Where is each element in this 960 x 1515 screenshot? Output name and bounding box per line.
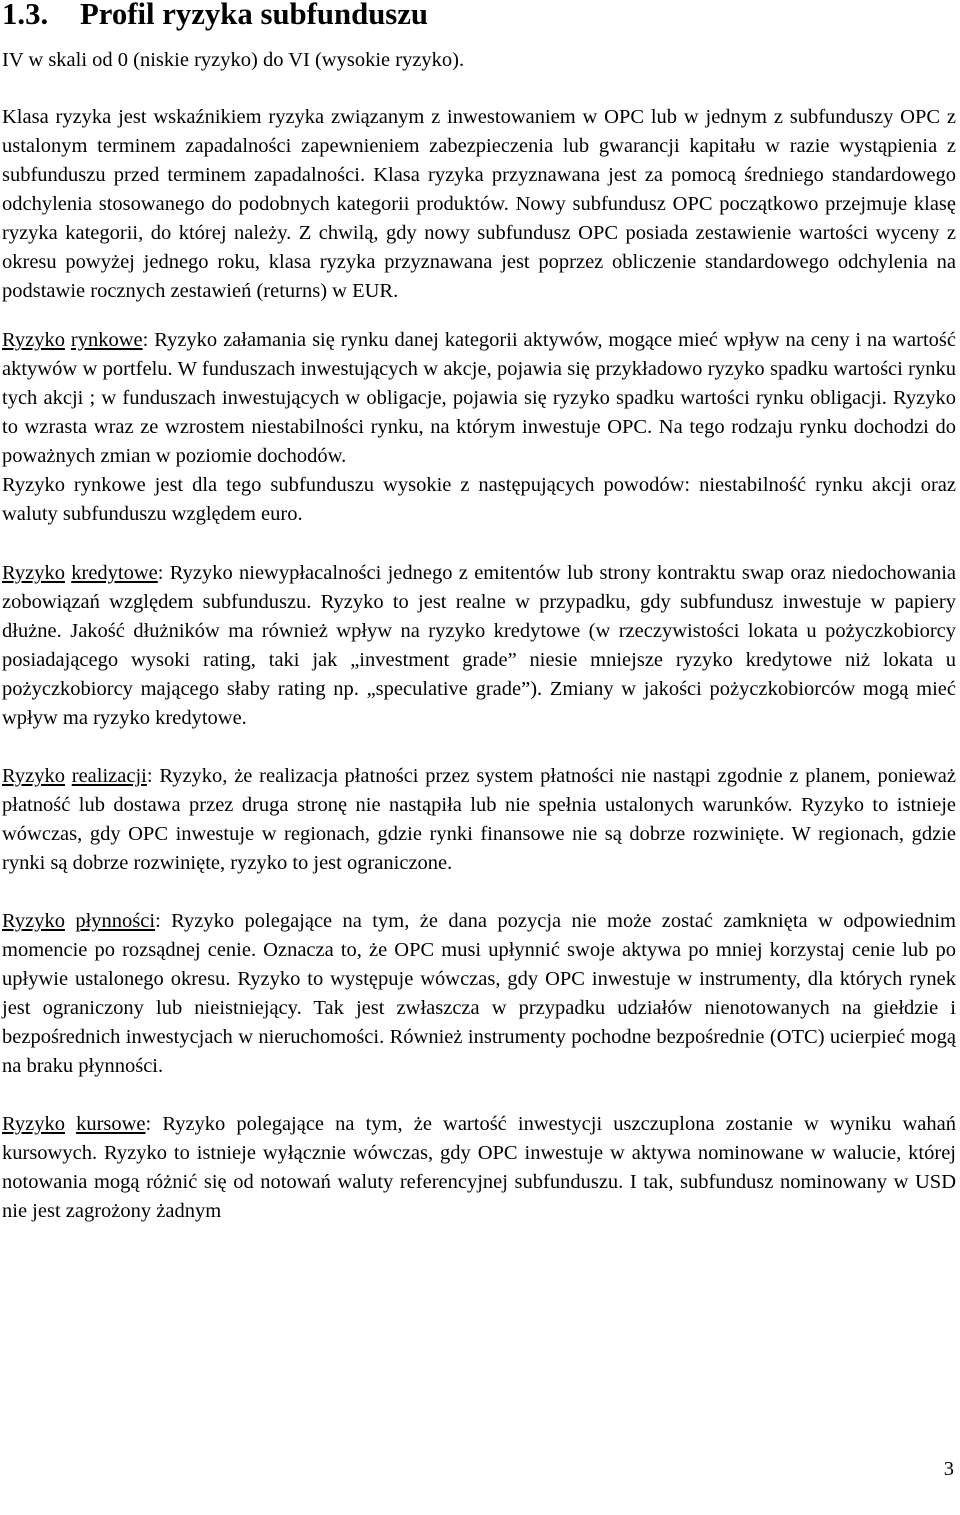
currency-risk-paragraph [2,1110,956,1226]
settlement-risk-paragraph [2,762,956,878]
market-risk-term-2: rynkowe [70,329,143,351]
market-risk-term-1: Ryzyko [2,329,65,351]
credit-risk-text: : Ryzyko niewypłacalności jednego z emitentów lub strony kontraktu swap oraz niedochowania zobowiązań względem subfunduszu. Ryzyko to jest realne w przypadku, gdy subfundusz inwestuje w papiery dłużne. Jakość dłużników ma również wpływ na ryzyko kredytowe (w rzeczywistości lokata u pożyczkobiorcy posiadającego wysoki rating, taki jak „investment grade” niesie mniejsze ryzyko kredytowe niż lokata u pożyczkobiorcy mającego słaby rating np. „speculative grade”). Zmiany w jakości pożyczkobiorców mogą mieć wpływ ma ryzyko kredytowe. [2,562,956,729]
market-risk-extra: Ryzyko rynkowe jest dla tego subfunduszu wysokie z następujących powodów: niestabilność rynku akcji oraz waluty subfunduszu względem euro. [2,474,956,525]
section-number: 1.3. [2,0,49,31]
currency-risk-text: : Ryzyko polegające na tym, że wartość inwestycji uszczuplona zostanie w wyniku wahań kursowych. Ryzyko to istnieje wyłącznie wówczas, gdy OPC inwestuje w aktywa nominowane w walucie, której notowania mogą różnić się od notowań waluty referencyjnej subfunduszu. I tak, subfundusz nominowany w USD nie jest zagrożony żadnym [2,1113,956,1222]
settlement-risk-text: : Ryzyko, że realizacja płatności przez system płatności nie nastąpi zgodnie z planem, ponieważ płatność lub dostawa przez druga stronę nie nastąpiła lub nie spełnia ustalonych warunków. Ryzyko to istnieje wówczas, gdy OPC inwestuje w regionach, gdzie rynki finansowe nie są dobrze rozwinięte. W regionach, gdzie rynki są dobrze rozwinięte, ryzyko to jest ograniczone. [2,765,957,874]
risk-scale-line: IV w skali od 0 (niskie ryzyko) do VI (wysokie ryzyko). [2,49,465,71]
market-risk-paragraph [2,326,956,471]
risk-class-paragraph: Klasa ryzyka jest wskaźnikiem ryzyka związanym z inwestowaniem w OPC lub w jednym z subfunduszy OPC z ustalonym terminem zapadalności zapewnieniem zabezpieczenia lub gwarancji kapitału w razie wystąpienia z subfunduszu przed terminem zapadalności. Klasa ryzyka przyznawana jest za pomocą średniego standardowego odchylenia stosowanego do podobnych kategorii produktów. Nowy subfundusz OPC początkowo przejmuje klasę ryzyka kategorii, do której należy. Z chwilą, gdy nowy subfundusz OPC posiada zestawienie wartości wyceny z okresu powyżej jednego roku, klasa ryzyka przyznawana jest poprzez obliczenie standardowego odchylenia na podstawie rocznych zestawień (returns) w EUR. [2,106,956,302]
liquidity-risk-term-2: płynności [75,910,156,932]
liquidity-risk-paragraph [2,907,956,1081]
currency-risk-term-2: kursowe [76,1113,146,1135]
section-heading [2,0,956,29]
section-title: Profil ryzyka subfunduszu [80,0,429,31]
liquidity-risk-term-1: Ryzyko [2,910,65,932]
page-number: 3 [943,1458,954,1480]
credit-risk-term-2: kredytowe [71,562,158,584]
currency-risk-term-1: Ryzyko [2,1113,65,1135]
settlement-risk-term-2: realizacji [71,765,147,787]
credit-risk-term-1: Ryzyko [2,562,65,584]
settlement-risk-term-1: Ryzyko [2,765,65,787]
liquidity-risk-text: : Ryzyko polegające na tym, że dana pozycja nie może zostać zamknięta w odpowiednim momencie po rozsądnej cenie. Oznacza to, że OPC musi upłynnić swoje aktywa po mniej korzystaj cenie lub po upływie ustalonego okresu. Ryzyko to występuje wówczas, gdy OPC inwestuje w instrumenty, dla których rynek jest ograniczony lub nieistniejący. Tak jest zwłaszcza w przypadku udziałów nienotowanych na giełdzie i bezpośrednich inwestycjach w nieruchomości. Również instrumenty pochodne bezpośrednie (OTC) ucierpieć mogą na braku płynności. [2,910,956,1077]
market-risk-text: : Ryzyko załamania się rynku danej kategorii aktywów, mogące mieć wpływ na ceny i na wartość aktywów w portfelu. W funduszach inwestujących w akcje, pojawia się przykładowo ryzyko spadku wartości rynku tych akcji ; w funduszach inwestujących w obligacje, pojawia się ryzyko spadku wartości rynku obligacji. Ryzyko to wzrasta wraz ze wzrostem niestabilności rynku, na którym inwestuje OPC. Na tego rodzaju rynku dochodzi do poważnych zmian w poziomie dochodów. [2,329,957,467]
credit-risk-paragraph [2,559,956,733]
